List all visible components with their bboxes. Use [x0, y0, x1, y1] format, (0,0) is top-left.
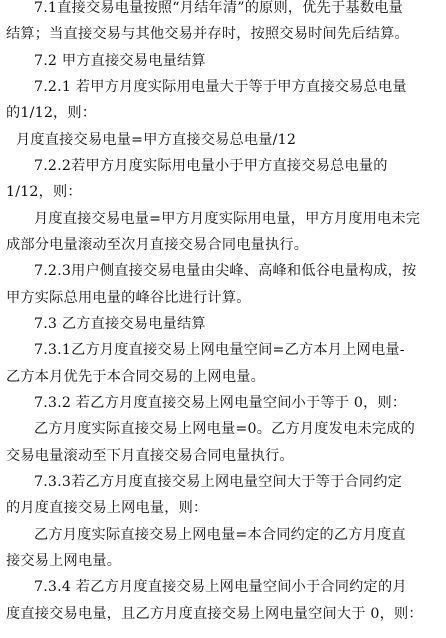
text-line: 7.1直接交易电量按照“月结年清”的原则，优先于基数电量 [34, 0, 403, 16]
text-line: 7.3.3若乙方月度直接交易上网电量空间大于等于合同约定 [34, 474, 403, 490]
formula-line: 乙方月度实际直接交易上网电量=本合同约定的乙方月度直 [34, 527, 406, 543]
text-line: 结算；当直接交易与其他交易并存时，按照交易时间先后结算。 [6, 26, 409, 42]
text-line: 7.3.4 若乙方月度直接交易上网电量空间小于合同约定的月 [34, 579, 407, 595]
text-line: 交易电量滚动至下月直接交易合同电量执行。 [6, 448, 294, 464]
formula-line: 月度直接交易电量=甲方月度实际用电量，甲方月度用电未完 [34, 211, 421, 227]
text-line: 成部分电量滚动至次月直接交易合同电量执行。 [6, 237, 309, 253]
text-line: 甲方实际总用电量的峰谷比进行计算。 [6, 290, 251, 306]
text-line: 乙方本月优先于本合同交易的上网电量。 [6, 369, 265, 385]
text-line: 7.3.1乙方月度直接交易上网电量空间=乙方本月上网电量- [34, 342, 405, 358]
section-heading: 7.2 甲方直接交易电量结算 [34, 53, 206, 69]
text-line: 度直接交易电量，且乙方月度直接交易上网电量空间大于 0，则： [6, 606, 423, 622]
section-heading: 7.3 乙方直接交易电量结算 [34, 316, 206, 332]
text-line: 的1/12，则： [6, 105, 97, 121]
text-line: 1/12，则： [6, 184, 82, 200]
formula-line: 月度直接交易电量=甲方直接交易总电量/12 [16, 132, 297, 148]
text-line: 接交易上网电量。 [6, 553, 122, 569]
text-line: 7.2.3用户侧直接交易电量由尖峰、高峰和低谷电量构成，按 [34, 263, 417, 279]
formula-line: 乙方月度实际直接交易上网电量=0。乙方月度发电未完成的 [34, 421, 416, 437]
text-line: 7.2.1 若甲方月度实际用电量大于等于甲方直接交易总电量 [34, 79, 407, 95]
text-line: 7.3.2 若乙方月度直接交易上网电量空间小于等于 0，则： [34, 395, 407, 411]
text-line: 的月度直接交易上网电量，则： [6, 500, 208, 516]
text-line: 7.2.2若甲方月度实际用电量小于甲方直接交易总电量的 [34, 158, 388, 174]
